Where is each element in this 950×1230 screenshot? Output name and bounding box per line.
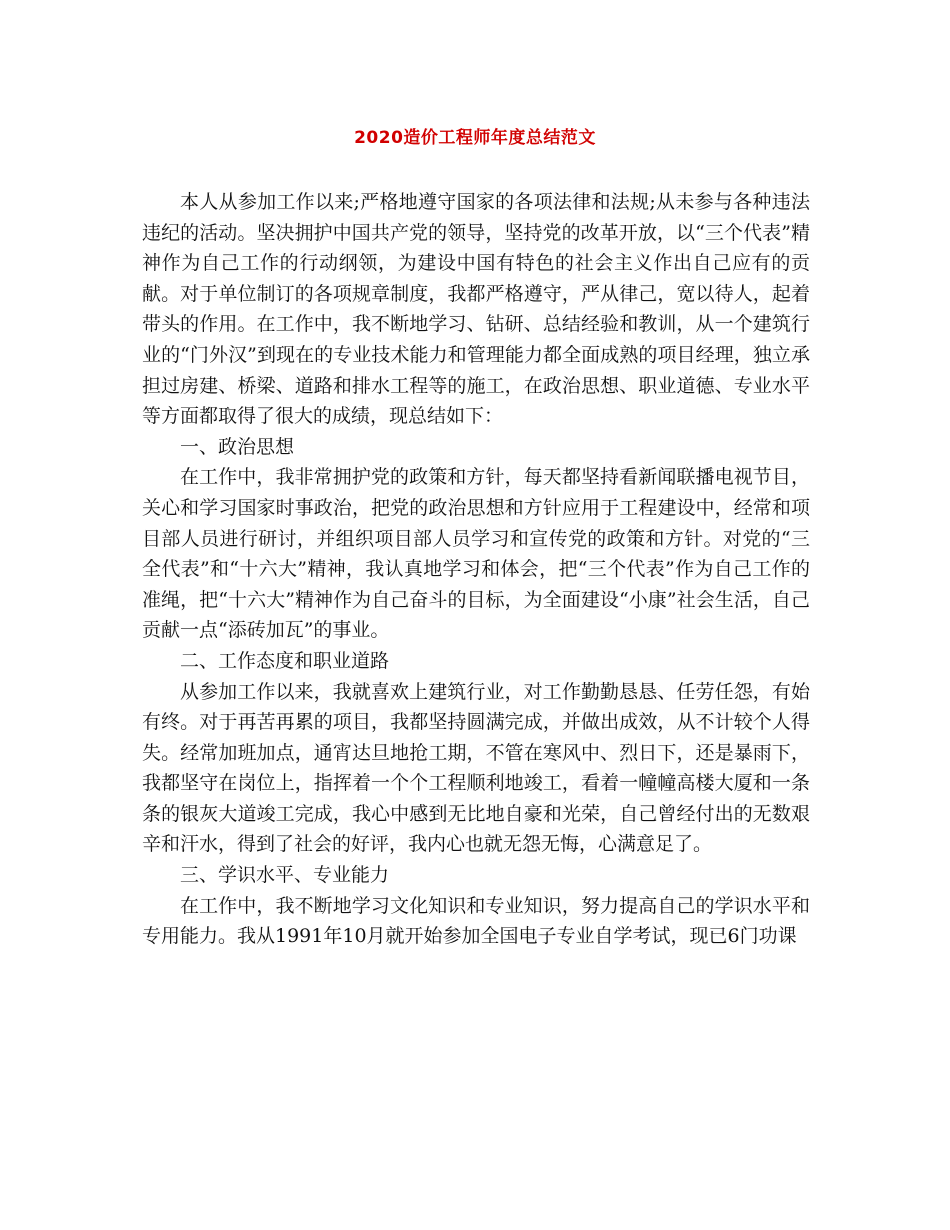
paragraph-political: 在工作中，我非常拥护党的政策和方针，每天都坚持看新闻联播电视节目，关心和学习国家时事政治，把党的政治思想和方针应用于工程建设中，经常和项目部人员进行研讨，并组织项目部人员学习和宣传党的政策和方针。对党的“三全代表”和“十六大”精神，我认真地学习和体会，把“三个代表”作为自己工作的准绳，把“十六大”精神作为自己奋斗的目标，为全面建设“小康”社会生活，自己贡献一点“添砖加瓦”的事业。 <box>142 466 810 642</box>
section-heading-attitude: 二、工作态度和职业道路 <box>180 649 390 672</box>
document-title: 2020造价工程师年度总结范文 <box>354 128 596 148</box>
paragraph-knowledge: 在工作中，我不断地学习文化知识和专业知识，努力提高自己的学识水平和专用能力。我从1991年10月就开始参加全国电子专业自学考试，现已6门功课 <box>142 894 810 948</box>
document-body <box>142 187 810 952</box>
section-heading-knowledge: 三、学识水平、专业能力 <box>180 864 390 887</box>
paragraph-intro: 本人从参加工作以来;严格地遵守国家的各项法律和法规;从未参与各种违法违纪的活动。坚决拥护中国共产党的领导，坚持党的改革开放，以“三个代表”精神作为自己工作的行动纲领，为建设中国有特色的社会主义作出自己应有的贡献。对于单位制订的各项规章制度，我都严格遵守，严从律己，宽以待人，起着带头的作用。在工作中，我不断地学习、钻研、总结经验和教训，从一个建筑行业的“门外汉”到现在的专业技术能力和管理能力都全面成熟的项目经理，独立承担过房建、桥梁、道路和排水工程等的施工，在政治思想、职业道德、专业水平等方面都取得了很大的成绩，现总结如下： <box>142 191 810 428</box>
section-heading-political: 一、政治思想 <box>180 435 295 458</box>
paragraph-attitude: 从参加工作以来，我就喜欢上建筑行业，对工作勤勤恳恳、任劳任怨，有始有终。对于再苦再累的项目，我都坚持圆满完成，并做出成效，从不计较个人得失。经常加班加点，通宵达旦地抢工期，不管在寒风中、烈日下，还是暴雨下，我都坚守在岗位上，指挥着一个个工程顺利地竣工，看着一幢幢高楼大厦和一条条的银灰大道竣工完成，我心中感到无比地自豪和光荣，自己曾经付出的无数艰辛和汗水，得到了社会的好评，我内心也就无怨无悔，心满意足了。 <box>142 680 810 856</box>
